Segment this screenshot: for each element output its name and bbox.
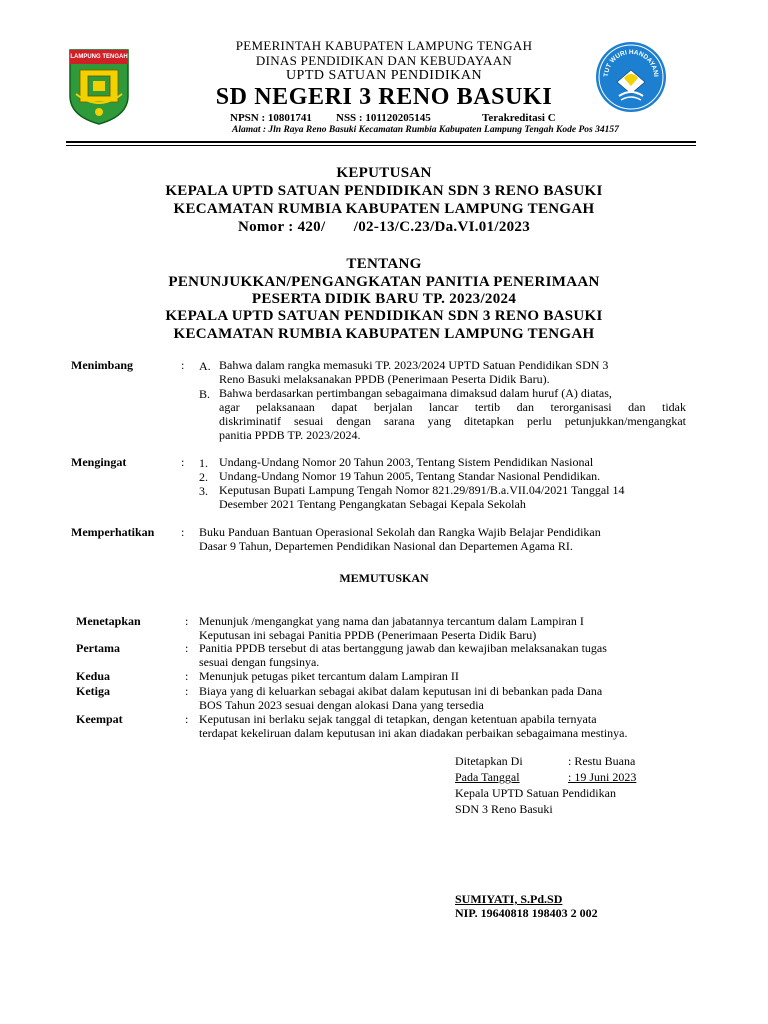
memperhatikan-line2: Dasar 9 Tahun, Departemen Pendidikan Nasional dan Departemen Agama RI. — [199, 539, 573, 553]
pertama-line2: sesuai dengan fungsinya. — [199, 655, 320, 669]
menimbang-item-a-line1: Bahwa dalam rangka memasuki TP. 2023/2024 UPTD Satuan Pendidikan SDN 3 — [219, 358, 609, 372]
decision-colon: : — [185, 669, 189, 683]
ditetapkan-di-label: Ditetapkan Di — [455, 754, 523, 768]
school-name: SD NEGERI 3 RENO BASUKI — [215, 84, 553, 110]
menimbang-item-b-line1: Bahwa berdasarkan pertimbangan sebagaimana dimaksud dalam huruf (A) diatas, — [219, 386, 612, 400]
mengingat-colon: : — [181, 455, 185, 469]
kedua-line1: Menunjuk petugas piket tercantum dalam Lampiran II — [199, 669, 459, 683]
ketiga-label: Ketiga — [76, 684, 110, 698]
tut-wuri-handayani-text: TUT WURI HANDAYANI — [602, 48, 660, 78]
decree-number: Nomor : 420/ /02-13/C.23/Da.VI.01/2023 — [237, 219, 531, 235]
kop-line-1: PEMERINTAH KABUPATEN LAMPUNG TENGAH — [235, 38, 533, 53]
pada-tanggal-value: : 19 Juni 2023 — [568, 770, 637, 784]
mengingat-item-1: Undang-Undang Nomor 20 Tahun 2003, Tentang Sistem Pendidikan Nasional — [219, 455, 594, 469]
decision-colon: : — [185, 712, 189, 726]
letterhead-divider-thin — [66, 145, 696, 146]
mengingat-item-2: Undang-Undang Nomor 19 Tahun 2005, Tentang Standar Nasional Pendidikan. — [219, 469, 601, 483]
memperhatikan-line1: Buku Panduan Bantuan Operasional Sekolah dan Rangka Wajib Belajar Pendidikan — [199, 525, 601, 539]
kop-line-3: UPTD SATUAN PENDIDIKAN — [285, 68, 483, 83]
menimbang-item-num: B. — [199, 387, 211, 401]
letterhead-divider-thick — [66, 141, 696, 143]
memutuskan-heading: MEMUTUSKAN — [339, 571, 429, 585]
menimbang-item-b-line2: agar pelaksanaan dapat berjalan lancar tertib dan terorganisasi dan tidak — [219, 400, 686, 414]
subject-line-3: PESERTA DIDIK BARU TP. 2023/2024 — [251, 291, 517, 307]
kop-line-2: DINAS PENDIDIKAN DAN KEBUDAYAAN — [255, 53, 513, 68]
subject-line-4: KEPALA UPTD SATUAN PENDIDIKAN SDN 3 RENO BASUKI — [165, 308, 603, 324]
menimbang-item-b-line3: diskriminatif sesuai dengan sarana yang ditetapkan perlu petunjukkan/mengangkat — [219, 414, 686, 428]
keempat-line1: Keputusan ini berlaku sejak tanggal di tetapkan, dengan ketentuan apabila ternyata — [199, 712, 597, 726]
ketiga-line1: Biaya yang di keluarkan sebagai akibat dalam keputusan ini di bebankan pada Dana — [199, 684, 603, 698]
menetapkan-label: Menetapkan — [76, 614, 141, 628]
menimbang-item-num: A. — [199, 359, 211, 373]
npsn: NPSN : 10801741 — [230, 112, 312, 124]
school-address: Alamat : Jln Raya Reno Basuki Kecamatan Rumbia Kabupaten Lampung Tengah Kode Pos 34157 — [232, 125, 619, 135]
title-line-3: KECAMATAN RUMBIA KABUPATEN LAMPUNG TENGAH — [173, 201, 595, 217]
mengingat-item-num: 1. — [199, 456, 208, 470]
decision-colon: : — [185, 614, 189, 628]
nss: NSS : 101120205145 — [336, 112, 431, 124]
ketiga-line2: BOS Tahun 2023 sesuai dengan alokasi Dana yang tersedia — [199, 698, 484, 712]
signatory-name: SUMIYATI, S.Pd.SD — [455, 892, 563, 906]
akreditasi: Terakreditasi C — [482, 112, 556, 124]
decision-colon: : — [185, 684, 189, 698]
menimbang-colon: : — [181, 358, 185, 372]
mengingat-item-num: 2. — [199, 470, 208, 484]
mengingat-item-3-line2: Desember 2021 Tentang Pengangkatan Sebagai Kepala Sekolah — [219, 497, 526, 511]
position-line-1: Kepala UPTD Satuan Pendidikan — [455, 786, 616, 800]
lampung-tengah-logo-text: LAMPUNG TENGAH — [70, 54, 128, 60]
menimbang-label: Menimbang — [71, 358, 134, 372]
menimbang-item-a-line2: Reno Basuki melaksanakan PPDB (Penerimaan Peserta Didik Baru). — [219, 372, 550, 386]
menimbang-item-b-line4: panitia PPDB TP. 2023/2024. — [219, 428, 361, 442]
pertama-label: Pertama — [76, 641, 120, 655]
title-line-2: KEPALA UPTD SATUAN PENDIDIKAN SDN 3 RENO BASUKI — [165, 183, 603, 199]
keempat-line2: terdapat kekeliruan dalam keputusan ini akan diadakan perbaikan sebagaimana mestinya. — [199, 726, 628, 740]
subject-line-2: PENUNJUKKAN/PENGANGKATAN PANITIA PENERIMAAN — [168, 274, 600, 290]
title-keputusan: KEPUTUSAN — [336, 165, 432, 181]
menetapkan-line2: Keputusan ini sebagai Panitia PPDB (Penerimaan Peserta Didik Baru) — [199, 628, 537, 642]
memperhatikan-colon: : — [181, 525, 185, 539]
pada-tanggal-label: Pada Tanggal — [455, 770, 520, 784]
kedua-label: Kedua — [76, 669, 111, 683]
ditetapkan-di-value: : Restu Buana — [568, 754, 636, 768]
memperhatikan-label: Memperhatikan — [71, 525, 155, 539]
menetapkan-line1: Menunjuk /mengangkat yang nama dan jabatannya tercantum dalam Lampiran I — [199, 614, 584, 628]
decision-colon: : — [185, 641, 189, 655]
mengingat-item-3-line1: Keputusan Bupati Lampung Tengah Nomor 821.29/891/B.a.VII.04/2021 Tanggal 14 — [219, 483, 625, 497]
mengingat-label: Mengingat — [71, 455, 127, 469]
pertama-line1: Panitia PPDB tersebut di atas bertanggung jawab dan kewajiban melaksanakan tugas — [199, 641, 607, 655]
keempat-label: Keempat — [76, 712, 123, 726]
mengingat-item-num: 3. — [199, 484, 208, 498]
subject-line-5: KECAMATAN RUMBIA KABUPATEN LAMPUNG TENGAH — [173, 326, 595, 342]
signatory-nip: NIP. 19640818 198403 2 002 — [455, 906, 598, 920]
subject-tentang: TENTANG — [346, 256, 422, 272]
position-line-2: SDN 3 Reno Basuki — [455, 802, 553, 816]
